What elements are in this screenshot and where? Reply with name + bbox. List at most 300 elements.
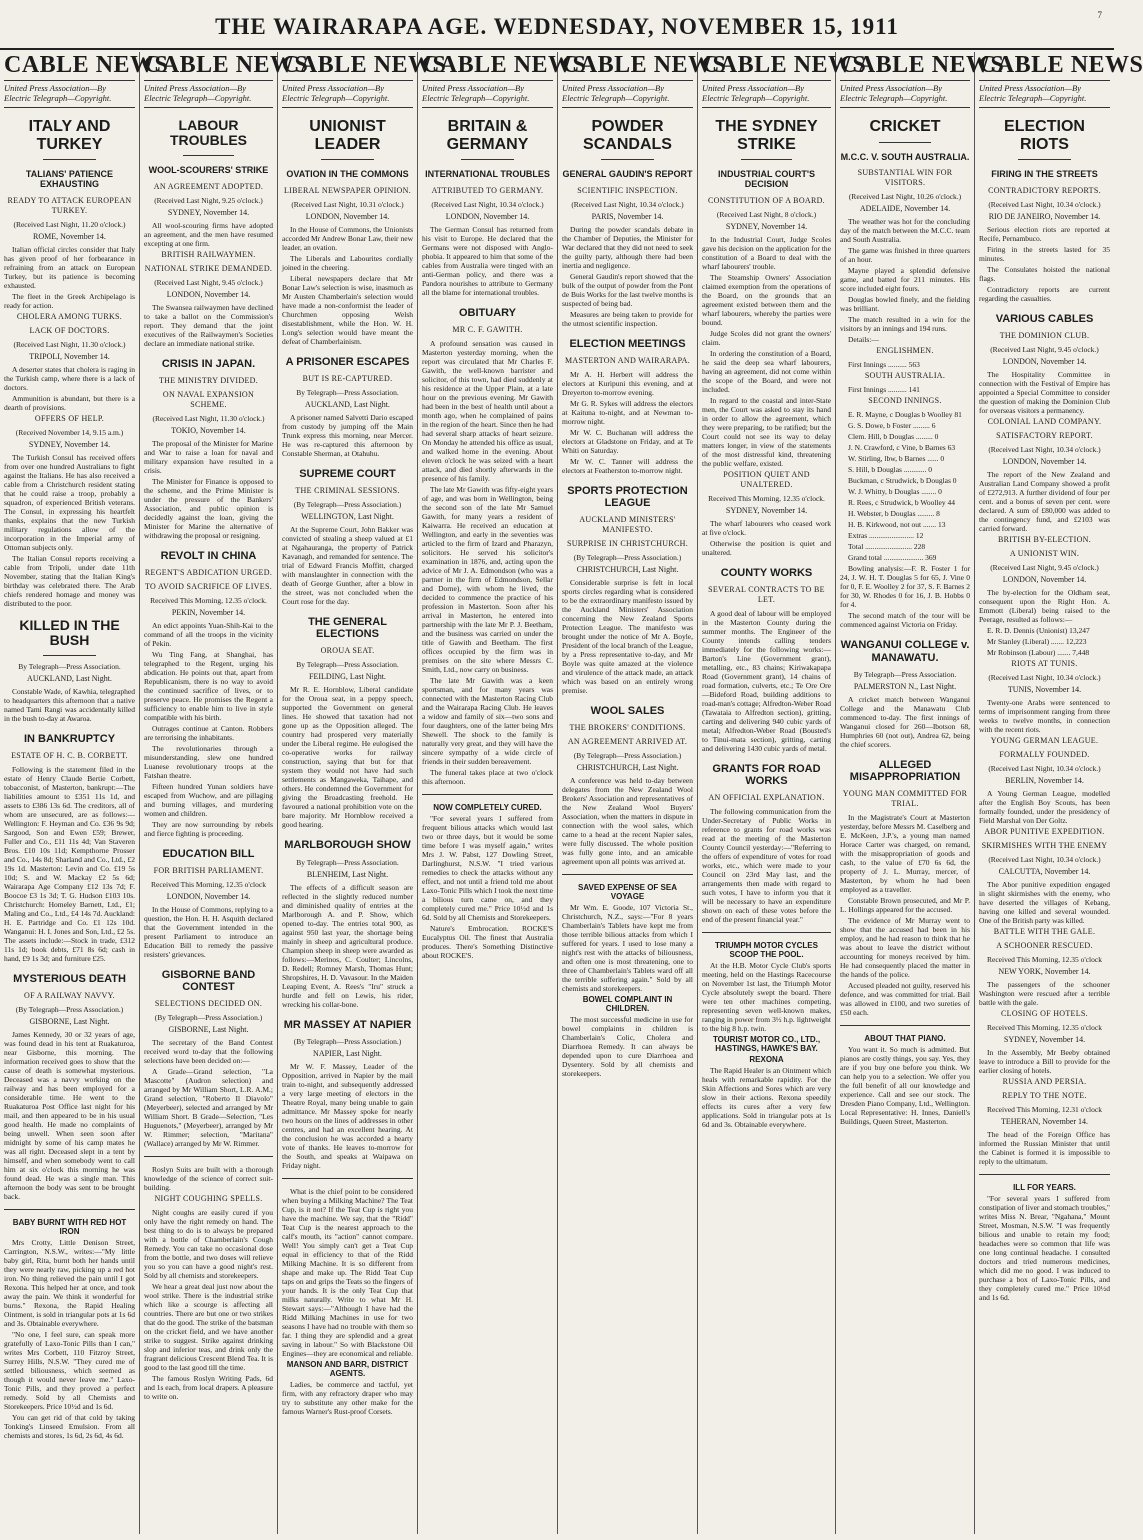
headline: FIRING IN THE STREETS bbox=[991, 169, 1098, 180]
subheading: MR C. F. GAWITH. bbox=[452, 325, 523, 335]
paragraph: The Minister for Finance is opposed to the scheme, and the Prime Minister is under the pressure of the Bankers' Association, and public opinion is decidedly against the loan, giving the Minister for Marine the alternative of withdrawing the proposal or resigning. bbox=[144, 476, 273, 540]
news-column-4 bbox=[418, 52, 587, 1534]
headline: GISBORNE BAND CONTEST bbox=[161, 968, 256, 994]
advert-title: MANSON AND BARR, DISTRICT AGENTS. bbox=[286, 1359, 409, 1378]
column-rule bbox=[562, 874, 693, 875]
paragraph: "For several years I suffered from frequent bilious attacks which would last two or three days, but it would be some time before I was myself again," writes Mrs J. W. Pabst, 127 Dowling Street, Darlinghurst, N.S.W. "I tried various remedies to check the attacks without any effect, and not until a friend told me about Laxo-Tonic Pills which I took the next time a bilious turn came on, and they completely cured me." Price 10½d and 1s 6d. Sold by all Chemists and Storekeepers. bbox=[422, 814, 553, 923]
dateline: LONDON, November 14. bbox=[305, 212, 390, 222]
source-line: (Received Last Night, 10.34 o'clock.) bbox=[431, 200, 544, 210]
paragraph: In the Assembly, Mr Beeby obtained leave to introduce a Bill to provide for the earlier closing of hotels. bbox=[979, 1048, 1110, 1076]
dateline: FEILDING, Last Night. bbox=[309, 672, 386, 682]
headline: LABOUR TROUBLES bbox=[170, 117, 247, 149]
paragraph: W. Stirling, lbw, b Barnes ...... 0 bbox=[848, 454, 945, 464]
paragraph: A profound sensation was caused in Masterton yesterday morning, when the report was circulated that Mr Charles F. Gawith, the well-known barrister and solicitor, of this town, had died suddenly at his residence at the Upper Plain, at a late hour on the previous evening. Mr Gawith had been in the best of health until about a month ago, when he complained of pains in the region of the heart. Since then he had had several sharp attacks of heart seizure. On Monday he attended his office as usual, and walked home in the evening. About eleven o'clock he was seized with a heart attack, and died shortly afterwards in the presence of his family. bbox=[422, 339, 553, 484]
paragraph: In the House of Commons, the Unionists accorded Mr Andrew Bonar Law, their new leader, an ovation. bbox=[282, 225, 413, 253]
subheading: TO AVOID SACRIFICE OF LIVES. bbox=[144, 581, 272, 591]
headline: UNIONIST LEADER bbox=[309, 118, 386, 153]
subheading: BUT IS RE-CAPTURED. bbox=[302, 374, 393, 384]
dateline: NEW YORK, November 14. bbox=[998, 967, 1091, 977]
subheading: LIBERAL NEWSPAPER OPINION. bbox=[284, 186, 411, 196]
paragraph: E. R. D. Dennis (Unionist) 13,247 bbox=[987, 626, 1090, 636]
paragraph: The German Consul has returned from his visit to Europe. He declared that the Germans were not disposed with Anglo-phobia. It appeared to him that some of the cables from Australia were tinged with an anti-German policy, and there was a Pandora nourishes to attribute to Germany all the blame for international troubles. bbox=[422, 225, 553, 298]
paragraph: J. N. Crawford, c Vine, b Barnes 63 bbox=[848, 443, 956, 453]
cable-news-heading: CABLE NEWS bbox=[422, 52, 553, 81]
column-rule bbox=[144, 1156, 273, 1157]
paragraph: Constable Wade, of Kawhia, telegraphed to headquarters this afternoon that a native named Tami Rangi was accidentally killed in the bush to-day at Awaroa. bbox=[4, 686, 135, 723]
paragraph: E. R. Mayne, c Douglas b Woolley 81 bbox=[848, 410, 962, 420]
paragraph: Following is the statement filed in the estate of Henry Claude Bertie Corbett, tobacconist, of Masterton, bankrupt:—The liabilities amount to £351 11s 1d, and assets to £386 13s 6d. The creditors, all of whom are unsecured, are as follows:—Wellington: F. Heyman and Co. £36 9s 9d; Sargood, Son and Ewen £59; Brewer, Fuller and Co., £11 11s 4d; Van Staveren Bros. £10 10s 11d; Kempthorne Prosser and Co., 14s 8d; Sharland and Co., Ltd., £2 19s 1d. Masterton: Levin and Co. £19 5s 10d; S. and W. Mackay £2 5s 6d; Wairarapa Age Company £12 13s 7d; F. Boocoe £3 1s 3d; T. G. Hudson £103 10s. Christchurch: Homeley Barnett, Ltd., £1; Maling and Co., Ltd., £4 14s 7d. Auckland: H. E. Partridge and Co. £1 12s 10d. Wanganui: H. I. Jones and Son, Ltd., £2 5s. The assets include:—Stock in trade, £312 11s 1d; book debts, £71 8s 6d; cash in hand, £9 1s 3d; and furniture £25. bbox=[4, 764, 135, 963]
headline-rule bbox=[43, 159, 95, 160]
paragraph: Nature's Embrocation. ROCKE'S Eucalyptus Oil. The finest that Australia produces. There's Something Distinctive about ROCKE'S. bbox=[422, 924, 553, 961]
source-line: (Received Last Night, 11.30 o'clock.) bbox=[152, 413, 265, 423]
page-mark: 7 bbox=[1097, 10, 1102, 20]
paragraph: Mr W. F. Massey, Leader of the Opposition, arrived in Napier by the mail train to-night, and subsequently addressed a very large meeting of electors in the Theatre Royal, many being unable to gain admittance. Mr Massey spoke for nearly two hours on the lines of addresses in other centres, and had an excellent hearing. At the conclusion he was accorded a hearty vote of thanks. He leaves to-morrow for the South, and speaks at Waipawa on Friday night. bbox=[282, 1061, 413, 1170]
news-column-8 bbox=[975, 52, 1143, 1534]
subheading: THE BROKERS' CONDITIONS. bbox=[569, 723, 686, 733]
paragraph: In the House of Commons, replying to a question, the Hon. H. H. Asquith declared that the Government intended in the present Parliament to introduce an Education Bill to remedy the passive resisters' grievances. bbox=[144, 904, 273, 959]
source-line: Received This Morning, 12.35 o'clock. bbox=[150, 595, 267, 605]
paragraph: Bowling analysis:—F. R. Foster 1 for 24, J. W. H. T. Douglas 5 for 65, J. Vine 0 for 0, F. E. Woolley 2 for 37, S. F. Barnes 2 for 30, W. Rhodes 0 for 16, J. B. Hobbs 0 for 4. bbox=[840, 564, 970, 610]
subheading: BRITISH BY-ELECTION. bbox=[997, 535, 1092, 545]
subheading: ENGLISHMEN. bbox=[876, 346, 934, 356]
news-column-2 bbox=[140, 52, 309, 1534]
paragraph: Ladies, be commerce and tactful, yet firm, with any refractory draper who may try to substitute any other make for the famous Warner's Rust-proof Corsets. bbox=[282, 1379, 413, 1416]
subheading: AN AGREEMENT ADOPTED. bbox=[153, 181, 264, 191]
advert-title: ABOUT THAT PIANO. bbox=[864, 1033, 946, 1043]
paragraph: Judge Scoles did not grant the owners' claim. bbox=[702, 328, 831, 347]
headline: SPORTS PROTECTION LEAGUE bbox=[567, 485, 688, 510]
paragraph: Italian official circles consider that Italy has given proof of her forbearance in refraining from an attack on European Turkey, but its patience is becoming exhausted. bbox=[4, 244, 135, 290]
paragraph: In the Magistrate's Court at Masterton yesterday, before Messrs M. Caselberg and E. McKeen, J.P.'s, a young man named Horace Carter was charged, on remand, with the misappropriation of goods and cash, to the value of £70 6s 6d, the property of J. L. Murray, mercer, of Masterton, by whom he had been employed as a traveller. bbox=[840, 812, 970, 894]
headline: CRISIS IN JAPAN. bbox=[161, 357, 256, 370]
headline: ELECTION MEETINGS bbox=[569, 338, 686, 351]
paragraph: General Gaudin's report showed that the bulk of the output of powder from the Pont de Buis Works for the last twelve months is suspected of being bad. bbox=[562, 272, 693, 309]
headline-rule bbox=[461, 159, 513, 160]
paragraph: First Innings .......... 141 bbox=[848, 385, 920, 395]
paragraph: Liberal newspapers declare that Mr Bonar Law's selection is wise, inasmuch as Mr Austen Chamberlain's selection would have made a non-conformist the leader of Churchmen opposing Welsh disestablishment, while the Hon. W. H. Long's selection would have meant the defeat of Chamberlainism. bbox=[282, 274, 413, 347]
dateline: AUCKLAND, Last Night. bbox=[27, 673, 112, 683]
paragraph: An edict appoints Yuan-Shih-Kai to the command of all the troops in the vicinity of Pekin. bbox=[144, 620, 273, 648]
paragraph: The secretary of the Band Contest received word to-day that the following selections have been decided on:— bbox=[144, 1038, 273, 1066]
dateline: PALMERSTON N., Last Night. bbox=[853, 681, 957, 691]
paragraph: The most successful medicine in use for bowel complaints in children is Chamberlain's Colic, Cholera and Diarrhoea Remedy. It can always be depended upon to cure Diarrhoea and Dysentery. Sold by all chemists and storekeepers. bbox=[562, 1015, 693, 1079]
subheading: OFFERS OF HELP. bbox=[34, 413, 105, 423]
headline: EDUCATION BILL bbox=[162, 847, 255, 860]
paragraph: "No one, I feel sure, can speak more gratefully of Laxo-Tonic Pills than I can," writes Mrs Corbett, 110 Fitzroy Street, Surrey Hills, N.S.W. "They cured me of settled biliousness, which seemed as though it would never leave me." Laxo-Tonic Pills, and they proved a perfect remedy. Sold by all Chemists and Storekeepers. Price 10½d and 1s 6d. bbox=[4, 1329, 135, 1411]
subheading: NIGHT COUGHING SPELLS. bbox=[154, 1194, 263, 1204]
subheading: AN AGREEMENT ARRIVED AT. bbox=[567, 737, 688, 747]
source-line: (Received Last Night, 9.45 o'clock.) bbox=[990, 345, 1099, 355]
paragraph: What is the chief point to be considered when buying a Milking Machine? The Teat Cup, is it not? If the Teat Cup is right you have the machine. We say, that the "Ridd" Teat Cup is the nearest approach to the calf's mouth, its "action" cannot compare. Well! You simply can't get a Teat Cup equal in efficiency to that of the Ridd Milking Machine. It is so different from shape and make up. The Ridd Teat Cup taps on and grips the Teats so the fingers of your hands. It is the only Teat Cup that milks naturally. Write to what Mr H. Stewart says:—"Although I have had the Ridd Milking Machines in use for two seasons I have had no trouble with them so far. I thing they are splendid and a great saving in labour." So with Blackstone Oil Engines—they are economical and reliable. bbox=[282, 1186, 413, 1358]
paragraph: The fleet in the Greek Archipelago is ready for action. bbox=[4, 291, 135, 310]
paragraph: The late Mr Gawith was a keen sportsman, and for many years was connected with the Masterton Racing Club and the Wairarapa Racing Club. He leaves a widow and family of six—two sons and four daughters, one of the latter being Mrs Shewell. The shock to the family is naturally very great, and they will have the sincere sympathy of a wide circle of friends in their sudden bereavement. bbox=[422, 676, 553, 767]
subheading: CHOLERA AMONG TURKS. bbox=[16, 311, 123, 321]
headline: SUPREME COURT bbox=[299, 468, 396, 481]
paragraph: A Young German League, modelled after the English Boy Scouts, has been formally founded, under the presidency of Field Marshal von Der Goltz. bbox=[979, 789, 1110, 826]
news-column-3 bbox=[278, 52, 447, 1534]
press-credit: United Press Association—By Electric Telegraph—Copyright. bbox=[282, 81, 413, 108]
headline: INTERNATIONAL TROUBLES bbox=[425, 169, 550, 180]
advert-title: TOURIST MOTOR CO., LTD., HASTINGS, HAWKE'S BAY. bbox=[712, 1035, 821, 1054]
dateline: SYDNEY, November 14. bbox=[725, 505, 808, 515]
dateline: LONDON, November 14. bbox=[166, 289, 251, 299]
dateline: TUNIS, November 14. bbox=[1007, 685, 1082, 695]
headline: WANGANUI COLLEGE v. MANAWATU. bbox=[840, 639, 970, 664]
advert-title: ILL FOR YEARS. bbox=[1013, 1183, 1076, 1193]
source-line: (Received Last Night, 10.34 o'clock.) bbox=[988, 673, 1101, 683]
paragraph: Ammunition is abundant, but there is a dearth of provisions. bbox=[4, 393, 135, 412]
headline: OBITUARY bbox=[458, 307, 517, 320]
headline-rule bbox=[1018, 159, 1070, 160]
headline-rule bbox=[43, 655, 95, 656]
paragraph: Measures are being taken to provide for the utmost scientific inspection. bbox=[562, 310, 693, 329]
headline: INDUSTRIAL COURT'S DECISION bbox=[718, 169, 815, 190]
paragraph: Accused pleaded not guilty, reserved his defence, and was committed for trial. Bail was allowed in £100, and two sureties of £50 each. bbox=[840, 980, 970, 1017]
dateline: SYDNEY, November 14. bbox=[725, 221, 808, 231]
subheading: SOUTH AUSTRALIA. bbox=[864, 371, 946, 381]
subheading: REGENT'S ABDICATION URGED. bbox=[144, 567, 273, 577]
subheading: A UNIONIST WIN. bbox=[1009, 549, 1080, 559]
column-rule bbox=[282, 1178, 413, 1179]
paragraph: Roslyn Suits are built with a thorough knowledge of the science of correct suit-building. bbox=[144, 1165, 273, 1193]
subheading: SATISFACTORY REPORT. bbox=[996, 431, 1093, 441]
subheading: CONSTITUTION OF A BOARD. bbox=[708, 195, 825, 205]
subheading: THE DOMINION CLUB. bbox=[999, 331, 1090, 341]
headline: REVOLT IN CHINA bbox=[160, 549, 257, 562]
subheading: NATIONAL STRIKE DEMANDED. bbox=[144, 263, 273, 273]
subheading: YOUNG GERMAN LEAGUE. bbox=[990, 736, 1099, 746]
paragraph: The Italian Consul reports receiving a cable from Tripoli, under date 11th November, stating that the Italian King's birthday was celebrated there. The Arab chiefs rendered homage and money was distributed to the poor. bbox=[4, 553, 135, 608]
headline: MARLBOROUGH SHOW bbox=[284, 839, 411, 852]
cable-news-heading: CABLE NEWS bbox=[840, 52, 970, 81]
paragraph: Mr Stanley (Liberal) ....... 12,223 bbox=[987, 637, 1087, 647]
subheading: SEVERAL CONTRACTS TO BE LET. bbox=[708, 585, 825, 605]
dateline: ROME, November 14. bbox=[33, 231, 106, 241]
paragraph: Extras ........................ 12 bbox=[848, 531, 924, 541]
paragraph: Wu Ting Fang, at Shanghai, has telegraphed to the Regent, urging his abdication. He points out that, apart from Republicanism, there is no way to avoid the continued sacrifice of lives, or to preserve peace. He promises the Regent a sufficiency to enable him to live in style compatible with his birth. bbox=[144, 649, 273, 722]
paragraph: Mr W. C. Buchanan will address the electors at Gladstone on Friday, and at Te Whiti on Saturday. bbox=[562, 428, 693, 456]
subheading: OF A RAILWAY NAVVY. bbox=[24, 990, 115, 1000]
paragraph: Mr A. H. Herbert will address the electors at Kuripuni this evening, and at Dreyerton to-morrow evening. bbox=[562, 370, 693, 398]
headline: ALLEGED MISAPPROPRIATION bbox=[849, 758, 961, 783]
cable-news-heading: CABLE NEWS bbox=[702, 52, 831, 81]
paragraph: The Rapid Healer is an Ointment which heals with remarkable rapidity. For the Skin Affections and Sores which are very slow in their actions. Rexona speedily effects its cures after a very few applications. Sold in triangular pots at 1s 6d and 3s. Obtainable everywhere. bbox=[702, 1066, 831, 1130]
dateline: CHRISTCHURCH, Last Night. bbox=[576, 763, 679, 773]
paragraph: R. Rees, c Strudwick, b Woolley 44 bbox=[848, 498, 955, 508]
paragraph: Mayne played a splendid defensive game, and batted for 211 minutes. His score included eight fours. bbox=[840, 266, 970, 294]
paragraph: Considerable surprise is felt in local sports circles regarding what is considered to be the extraordinary manifesto issued by the Auckland Ministers' Association concerning the New Zealand Sports Protection League. The manifesto was brought under the notice of Mr A. Boyle, President of the local branch of the League, by a Press representative to-day, and Mr Boyle was quite amazed at the violence and virulence of the attack made, an attack which was based on an entirely wrong premise. bbox=[562, 578, 693, 696]
dateline: AUCKLAND, Last Night. bbox=[305, 400, 390, 410]
paragraph: Otherwise the position is quiet and unaltered. bbox=[702, 538, 831, 557]
headline: IN BANKRUPTCY bbox=[23, 732, 116, 745]
advert-title: SAVED EXPENSE OF SEA VOYAGE bbox=[578, 883, 677, 902]
subheading: AUCKLAND MINISTERS' MANIFESTO. bbox=[579, 515, 676, 535]
headline-rule bbox=[601, 159, 653, 160]
subheading: MASTERTON AND WAIRARAPA. bbox=[564, 356, 691, 366]
paragraph: The Swansea railwaymen have declined to take a ballot on the Commission's report. They demand that the joint executives of the Railwaymen's Societies declare an immediate national strike. bbox=[144, 302, 273, 348]
paragraph: Outrages continue at Canton. Robbers are terrorising the inhabitants. bbox=[144, 723, 273, 742]
subheading: SECOND INNINGS. bbox=[868, 396, 942, 406]
subheading: ATTRIBUTED TO GERMANY. bbox=[431, 186, 544, 196]
paragraph: The famous Roslyn Writing Pads, 6d and 1s each, from local drapers. A pleasure to write on. bbox=[144, 1374, 273, 1402]
paragraph: Clem. Hill, b Douglas ......... 0 bbox=[848, 432, 939, 442]
paragraph: James Kennedy, 30 or 32 years of age, was found dead in his tent at Ruakaturoa, near Gisborne, this morning. The information received goes to show that the cause of death is somewhat mysterious. Deceased was a navvy working on the railway and has been employed for a considerable time. He went to the Ruakaturoa Post Office last night for his mail, and then appeared to be in his usual good health. He made no complaints of being unwell. When seen soon after midnight by some of his camp mates he was all right. Deceased slept in a tent by himself, and when somebody went to call him at six o'clock this morning he was found dead. He was a single man. This afternoon the body was sent to be brought back. bbox=[4, 1029, 135, 1201]
source-line: (By Telegraph—Press Association.) bbox=[573, 553, 682, 563]
paragraph: You want it. So much is admitted. But pianos are costly things, you say. Yes, they are if you buy one before you think. We can help you to a selection. We offer you the full benefit of all our knowledge and experience. Call and see our stock. The Dresden Piano Company, Ltd., Wellington. Local Representative: H. Innes, Daniell's Buildings, Queen Street, Masterton. bbox=[840, 1044, 970, 1126]
dateline: TEHERAN, November 14. bbox=[1000, 1117, 1089, 1127]
subheading: BRITISH RAILWAYMEN. bbox=[161, 249, 256, 259]
news-column-7 bbox=[836, 52, 1005, 1534]
subheading: SCIENTIFIC INSPECTION. bbox=[577, 186, 678, 196]
headline: ITALY AND TURKEY bbox=[28, 118, 111, 153]
paragraph: All wool-scouring firms have adopted an agreement, and the men have resumed excepting at one firm. bbox=[144, 220, 273, 248]
paragraph: The Hospitality Committee in connection with the Festival of Empire has appointed a Special Committee to consider the question of making the Dominion Club for overseas visitors a permanency. bbox=[979, 370, 1110, 416]
headline: WOOL SALES bbox=[590, 705, 665, 718]
cable-news-heading: CABLE NEWS bbox=[144, 52, 273, 81]
dateline: SYDNEY, November 14. bbox=[1003, 1035, 1086, 1045]
press-credit: United Press Association—By Electric Telegraph—Copyright. bbox=[702, 81, 831, 108]
paragraph: A Grade—Grand selection, "La Mascotte" (Audron selection) and arranged by Mr William Short, L.R. A.M.; Grand selection, "Roberto Il Diavolo" (Meyerbeer), selected and arranged by Mr William Short. B Grade—Selection, "Les Huguenots," (Meyerbeer), arranged by Mr W. Rimmer; selection, "Maritana" (Wallace) arranged by Mr W. Rimmer. bbox=[144, 1067, 273, 1149]
headline-rule bbox=[879, 142, 931, 143]
source-line: Received This Morning, 12.35 o'clock bbox=[987, 1023, 1102, 1033]
paragraph: You can get rid of that cold by taking Tonking's Linseed Emulsion. From all chemists and stores, 1s 6d, 2s 6d, 4s 6d. bbox=[4, 1412, 135, 1440]
column-rule bbox=[4, 1209, 135, 1210]
source-line: (Received Last Night, 10.31 o'clock.) bbox=[291, 200, 404, 210]
paragraph: The revolutionaries through a misunderstanding, slew one hundred Luanese revolutionary troops at the Fatshan theatre. bbox=[144, 743, 273, 780]
dateline: CALCUTTA, November 14. bbox=[998, 867, 1091, 877]
source-line: By Telegraph—Press Association. bbox=[296, 857, 399, 867]
paragraph: The report of the New Zealand and Australian Land Company showed a profit of £272,913. A further dividend of four per cent. and a bonus of seven per cent. were declared. A sum of £80,000 was added to the contingency fund, and £2103 was carried forward. bbox=[979, 470, 1110, 534]
headline: MR MASSEY AT NAPIER bbox=[283, 1018, 412, 1031]
subheading: FOR BRITISH PARLIAMENT. bbox=[153, 865, 264, 875]
subheading: SELECTIONS DECIDED ON. bbox=[154, 999, 263, 1009]
source-line: (Received November 14, 9.15 a.m.) bbox=[15, 427, 124, 437]
headline: THE SYDNEY STRIKE bbox=[715, 118, 818, 153]
headline: OVATION IN THE COMMONS bbox=[286, 169, 409, 180]
paragraph: The Turkish Consul has received offers from over one hundred Australians to fight against the Italians. He has also received a cable from a Christchurch resident stating that he could raise a troop, probably a squadron, of experienced British veterans. The Consul, in expressing his heartfelt thanks, explains that the new Turkish military regulations allow of the incorporation in the Imperial army of Ottoman subjects only. bbox=[4, 452, 135, 552]
dateline: NAPIER, Last Night. bbox=[313, 1048, 382, 1058]
source-line: Received This Morning, 12.35 o'clock. bbox=[708, 493, 825, 503]
source-line: (Received Last Night, 10.34 o'clock.) bbox=[988, 445, 1101, 455]
subheading: OROUA SEAT. bbox=[320, 646, 375, 656]
headline: GRANTS FOR ROAD WORKS bbox=[712, 763, 821, 788]
subheading: RUSSIA AND PERSIA. bbox=[1002, 1077, 1087, 1087]
headline: A PRISONER ESCAPES bbox=[285, 356, 410, 369]
paragraph: The Consulates hoisted the national flags. bbox=[979, 265, 1110, 284]
paragraph: The wharf labourers who ceased work at five o'clock. bbox=[702, 518, 831, 537]
paragraph: A cricket match between Wanganui College and the Manawatu Club commenced to-day. The first innings of Wanganui closed for 260—Ibotson 68, Humphries 60 (not out), Andrea 62, being the chief scorers. bbox=[840, 694, 970, 749]
source-line: (Received Last Night, 10.34 o'clock.) bbox=[988, 200, 1101, 210]
paragraph: S. Hill, b Douglas ............ 0 bbox=[848, 465, 932, 475]
advert-title: BOWEL COMPLAINT IN CHILDREN. bbox=[582, 995, 673, 1014]
paragraph: G. S. Dowe, b Foster ......... 6 bbox=[848, 421, 936, 431]
subheading: AN OFFICIAL EXPLANATION. bbox=[708, 793, 825, 803]
cable-news-heading: CABLE NEWS bbox=[562, 52, 693, 81]
press-credit: United Press Association—By Electric Telegraph—Copyright. bbox=[979, 81, 1110, 108]
advert-title: TRIUMPH MOTOR CYCLES SCOOP THE POOL. bbox=[715, 941, 818, 960]
paragraph: The Steamship Owners' Association claimed exemption from the operations of the Board, on the grounds that an agreement existed between them and the wharf labourers, whereby the parties were bound. bbox=[702, 272, 831, 327]
source-line: (Received Last Night, 9.45 o'clock.) bbox=[154, 277, 263, 287]
source-line: (Received Last Night, 11.30 o'clock.) bbox=[13, 339, 126, 349]
column-rule bbox=[422, 794, 553, 795]
paragraph: A good deal of labour will be employed in the Masterton County during the summer months. The Engineer of the County intends calling tenders immediately for the following works:—Barton's Line (Government grant), metalling, etc., 83 chains; Kiriwakapapa Road (Government grant), 14 chains of road formation, culverts, etc.; Te Ore Ore—Bideford Road, building additions to road-man's cottage; Alfredton-Weber Road (Tawataia to Alfredton section), gritting, carting and delivering 940 cubic yards of metal; Alfredton-Weber Road (Bousted's to Tinui-mata section), gritting, carting and delivering 1430 cubic yards of metal. bbox=[702, 609, 831, 754]
masthead-title: THE WAIRARAPA AGE. WEDNESDAY, NOVEMBER 15, 1911 bbox=[215, 14, 899, 39]
paragraph: Mr W. C. Tanner will address the electors at Featherston to-morrow night. bbox=[562, 457, 693, 476]
subheading: LACK OF DOCTORS. bbox=[29, 325, 110, 335]
dateline: LONDON, November 14. bbox=[166, 891, 251, 901]
paragraph: Details:— bbox=[848, 335, 879, 345]
subheading: READY TO ATTACK EUROPEAN TURKEY. bbox=[7, 195, 132, 215]
dateline: TRIPOLI, November 14. bbox=[29, 351, 110, 361]
subheading: RIOTS AT TUNIS. bbox=[1011, 659, 1078, 669]
dateline: PEKIN, November 14. bbox=[171, 607, 246, 617]
advert-title: REXONA bbox=[749, 1055, 784, 1065]
subheading: ABOR PUNITIVE EXPEDITION. bbox=[984, 827, 1105, 837]
paragraph: At the Supreme Court, John Bakker was convicted of stealing a sheep valued at £1 at Ngahauranga, the property of Patrick Kavanagh, and remanded for sentence. The trial of Edward Francis Moffitt, charged with manslaughter in connection with the death of George Gunther, after a blow in the street, was not concluded when the Court rose for the day. bbox=[282, 525, 413, 607]
cable-news-heading: CABLE NEWS bbox=[979, 52, 1110, 81]
source-line: (Received Last Night, 10.34 o'clock.) bbox=[988, 764, 1101, 774]
paragraph: Grand total ..................... 369 bbox=[848, 553, 937, 563]
headline: VARIOUS CABLES bbox=[995, 313, 1094, 326]
paragraph: The Abor punitive expedition engaged in slight skirmishes with the enemy, who have deserted the villages of Kebang, having one killed and several wounded. One of the British party was killed. bbox=[979, 880, 1110, 926]
subheading: CONTRADICTORY REPORTS. bbox=[988, 186, 1101, 196]
subheading: A SCHOONER RESCUED. bbox=[996, 941, 1093, 951]
dateline: CHRISTCHURCH, Last Night. bbox=[576, 565, 679, 575]
masthead bbox=[0, 8, 1114, 50]
column-rule bbox=[979, 1174, 1110, 1175]
press-credit: United Press Association—By Electric Telegraph—Copyright. bbox=[562, 81, 693, 108]
dateline: SYDNEY, November 14. bbox=[28, 439, 111, 449]
press-credit: United Press Association—By Electric Telegraph—Copyright. bbox=[4, 81, 135, 108]
paragraph: A conference was held to-day between delegates from the New Zealand Wool Brokers' Association and representatives of the New Zealand Wool Buyers' Association, when the matters in dispute in connection with the wool sales, which came to a head at the recent Napier sales, were fully discussed. The whole position was fully gone into, and an amicable agreement upon all points was arrived at. bbox=[562, 776, 693, 867]
news-column-1 bbox=[0, 52, 169, 1534]
paragraph: Constable Brown prosecuted, and Mr P. L. Hollings appeared for the accused. bbox=[840, 895, 970, 914]
subheading: THE CRIMINAL SESSIONS. bbox=[295, 486, 400, 496]
source-line: (Received Last Night, 9.45 o'clock.) bbox=[990, 563, 1099, 573]
paragraph: Mr Wm. E. Goode, 107 Victoria St., Christchurch, N.Z., says:—"For 8 years Chamberlain's Tablets have kept me from those terrible bilious attacks from which I suffered for years. I used to lose many a night's rest with the attacks of biliousness, and often one is most threatening, one to three of Chamberlain's Tablets ward off all the terrible suffering again." Sold by all chemists and storekeepers. bbox=[562, 903, 693, 994]
press-credit: United Press Association—By Electric Telegraph—Copyright. bbox=[144, 81, 273, 108]
dateline: LONDON, November 14. bbox=[1002, 357, 1087, 367]
subheading: SURPRISE IN CHRISTCHURCH. bbox=[566, 539, 689, 549]
press-credit: United Press Association—By Electric Telegraph—Copyright. bbox=[422, 81, 553, 108]
source-line: By Telegraph—Press Association. bbox=[296, 660, 399, 670]
dateline: LONDON, November 14. bbox=[445, 212, 530, 222]
paragraph: In ordering the constitution of a Board, he said the deep sea wharf labourers, having an agreement, did not come within the scope of the Board, and were not included. bbox=[702, 348, 831, 394]
paragraph: We hear a great deal just now about the wool strike. There is the industrial strike which like a scourge is affecting all countries. There are but one or two strikes that do the good. The strike of the batsman on the cricket field, and we have another strike to suggest. Strike against drinking slop and inferior teas, and drink only the fragrant delicious Crescent Blend Tea. It is good to the last good till the time. bbox=[144, 1282, 273, 1373]
column-rule bbox=[840, 1025, 970, 1026]
headline-rule bbox=[321, 159, 373, 160]
headline: ELECTION RIOTS bbox=[1004, 118, 1085, 153]
headline: WOOL-SCOURERS' STRIKE bbox=[148, 164, 269, 175]
paragraph: Mr Robinson (Labour) ....... 7,448 bbox=[987, 648, 1090, 658]
subheading: YOUNG MAN COMMITTED FOR TRIAL. bbox=[842, 788, 968, 808]
paragraph: The funeral takes place at two o'clock this afternoon. bbox=[422, 768, 553, 787]
source-line: By Telegraph—Press Association. bbox=[853, 669, 957, 679]
paragraph: The match resulted in a win for the visitors by an innings and 194 runs. bbox=[840, 315, 970, 334]
press-credit: United Press Association—By Electric Telegraph—Copyright. bbox=[840, 81, 970, 108]
paragraph: They are now surrounding by rebels and fierce fighting is proceeding. bbox=[144, 819, 273, 838]
dateline: ADELAIDE, November 14. bbox=[859, 204, 951, 214]
paragraph: In regard to the coastal and inter-State men, the Court was asked to stay its hand in order to allow the agreement, which they were preparing, to be ratified; but the Court could not see its way to delay matters longer, in view of the statements of the most distressful kind, threatening the public welfare, existed. bbox=[702, 395, 831, 468]
headline: POWDER SCANDALS bbox=[583, 118, 672, 153]
paragraph: A prisoner named Salvetti Dario escaped from custody by jumping off the Main Trunk express this morning, near Mercer. He was re-captured this afternoon by Constable Sherman, at Otahuhu. bbox=[282, 413, 413, 459]
paragraph: "For several years I suffered from constipation of liver and stomach troubles," writes Miss N. Brear, "Ngahana," Mount Street, Mosman, N.S.W. "I was frequently bilious and unable to retain my food; headaches were so common that life was one long continual headache. I consulted doctors and tried numerous medicines, which did me no good. I was induced to purchase a box of Laxo-Tonic Pills, and they completely cured me." Price 10½d and 1s 6d. bbox=[979, 1194, 1110, 1303]
dateline: PARIS, November 14. bbox=[591, 212, 664, 222]
paragraph: The evidence of Mr Murray went to show that the accused had been in his employ, and he had reason to think that he was about to leave the district without accounting for moneys received by him. He had consequently placed the matter in the hands of the police. bbox=[840, 915, 970, 979]
dateline: LONDON, November 14. bbox=[1002, 575, 1087, 585]
subheading: BATTLE WITH THE GALE. bbox=[993, 927, 1096, 937]
headline: M.C.C. V. SOUTH AUSTRALIA. bbox=[840, 151, 970, 162]
source-line: (Received Last Night, 10.34 o'clock.) bbox=[988, 855, 1101, 865]
subheading: SUBSTANTIAL WIN FOR VISITORS. bbox=[857, 168, 953, 188]
cable-news-heading: CABLE NEWS bbox=[282, 52, 413, 81]
source-line: By Telegraph—Press Association. bbox=[296, 388, 399, 398]
source-line: (Received Last Night, 11.20 o'clock.) bbox=[13, 219, 126, 229]
paragraph: Mr R. E. Hornblow, Liberal candidate for the Oroua seat, in a peppy speech, supported the Government on general lines. He showed that taxation had not gone up as the Opposition alleged. The country had prospered very materially under the Liberal regime. He eulogised the co-operative works for railway construction, saying that but for that system they would not have had such settlements as Mangaweka, Taihape, and others. He condemned the Government for giving the Broadcasting freehold. He favoured a national prohibition vote on the bare majority. Mr Hornblow received a good hearing. bbox=[282, 685, 413, 830]
paragraph: First Innings .......... 563 bbox=[848, 360, 920, 370]
dateline: GISBORNE, Last Night. bbox=[168, 1025, 249, 1035]
source-line: By Telegraph—Press Association. bbox=[18, 661, 121, 671]
headline: COUNTY WORKS bbox=[720, 566, 813, 579]
paragraph: The Liberals and Labourites cordially joined in the cheering. bbox=[282, 254, 413, 273]
source-line: (By Telegraph—Press Association.) bbox=[293, 1036, 402, 1046]
paragraph: The passengers of the schooner Washington were rescued after a terrible battle with the gale. bbox=[979, 980, 1110, 1008]
source-line: Received This Morning, 12.35 o'clock bbox=[987, 955, 1102, 965]
paragraph: At the H.B. Motor Cycle Club's sports meeting, held on the Hastings Racecourse on November 1st last, the Triumph Motor Cycle absolutely swept the board. There were ten other machines competing, representing seven well-known makes, ranging in power from 3½ h.p. lightweight to the big 8 h.p. twin. bbox=[702, 961, 831, 1034]
dateline: BLENHEIM, Last Night. bbox=[306, 869, 389, 879]
source-line: (By Telegraph—Press Association.) bbox=[15, 1004, 124, 1014]
subheading: COLONIAL LAND COMPANY. bbox=[987, 417, 1102, 427]
dateline: WELLINGTON, Last Night. bbox=[301, 512, 394, 522]
paragraph: Twenty-one Arabs were sentenced to terms of imprisonment ranging from three weeks to twelve months, in connection with the recent riots. bbox=[979, 698, 1110, 735]
source-line: (Received Last Night, 10.34 o'clock.) bbox=[571, 200, 684, 210]
paragraph: A deserter states that cholera is raging in the Turkish camp, where there is a lack of doctors. bbox=[4, 364, 135, 392]
paragraph: Mr G. R. Sykes will address the electors at Kaituna to-night, and at Newman to-morrow night. bbox=[562, 399, 693, 427]
dateline: BERLIN, November 14. bbox=[1005, 776, 1084, 786]
subheading: ESTATE OF H. C. B. CORBETT. bbox=[11, 750, 128, 760]
source-line: (Received Last Night, 9.25 o'clock.) bbox=[154, 195, 263, 205]
paragraph: Serious election riots are reported at Recife, Pernambuco. bbox=[979, 225, 1110, 244]
paragraph: The following communication from the Under-Secretary of Public Works in reference to grants for road works was read at the meeting of the Masterton County Council yesterday:—"Referring to the offers of expenditure of votes for road works, etc., which were made to your Council on 23rd May last, and the arrangements then made with regard to such votes, I have to inform you that it will be necessary to have an expenditure shown on each of these votes before the end of the present financial year." bbox=[702, 807, 831, 925]
headline: KILLED IN THE BUSH bbox=[19, 616, 120, 649]
headline-rule bbox=[183, 155, 235, 156]
dateline: RIO DE JANEIRO, November 14. bbox=[988, 212, 1101, 222]
source-line: (By Telegraph—Press Association.) bbox=[154, 1013, 263, 1023]
subheading: POSITION QUIET AND UNALTERED. bbox=[723, 469, 810, 489]
subheading: SKIRMISHES WITH THE ENEMY bbox=[981, 841, 1108, 851]
paragraph: Night coughs are easily cured if you only have the right remedy on hand. The best thing to do is to always be prepared with a bottle of Chamberlain's Cough Remedy. You can take no occasional dose from the bottle, and two doses will relieve you so you can have a good night's rest. Sold by all chemists and storekeepers. bbox=[144, 1208, 273, 1281]
paragraph: Buckman, c Strudwick, b Douglas 0 bbox=[848, 476, 957, 486]
paragraph: Douglas bowled finely, and the fielding was brilliant. bbox=[840, 295, 970, 314]
dateline: SYDNEY, November 14. bbox=[167, 207, 250, 217]
paragraph: The game was finished in three quarters of an hour. bbox=[840, 246, 970, 265]
advert-title: NOW COMPLETELY CURED. bbox=[433, 803, 542, 813]
dateline: LONDON, November 14. bbox=[1002, 457, 1087, 467]
paragraph: In the Industrial Court, Judge Scoles gave his decision on the application for the constitution of a Board to deal with the wharf labourers' trouble. bbox=[702, 234, 831, 271]
subheading: ON NAVAL EXPANSION SCHEME. bbox=[162, 389, 255, 409]
paragraph: Total ......................... 228 bbox=[848, 542, 926, 552]
headline: GENERAL GAUDIN'S REPORT bbox=[562, 169, 693, 180]
subheading: FORMALLY FOUNDED. bbox=[999, 750, 1090, 760]
paragraph: During the powder scandals debate in the Chamber of Deputies, the Minister for War declared that they did not need to seek the guilty party, although there had been inertia and negligence. bbox=[562, 225, 693, 271]
paragraph: Mrs Crotty, Little Denison Street, Carrington, N.S.W., writes:—"My little baby girl, Rita, burnt both her hands until they were nearly raw, picking up a red hot iron. No thing relieved the pain until I got Rexona. This helped her at once, and took away the pain. We think it wonderful for burns." Rexona, the Rapid Healing Ointment, is sold in triangular pots at 1s 6d and 3s. Obtainable everywhere. bbox=[4, 1237, 135, 1328]
headline-rule bbox=[741, 159, 793, 160]
dateline: TOKIO, November 14. bbox=[171, 425, 246, 435]
advert-title: BABY BURNT WITH RED HOT IRON bbox=[12, 1217, 127, 1236]
paragraph: The head of the Foreign Office has informed the Russian Minister that until the Cabinet is formed it is impossible to reply to the ultimatum. bbox=[979, 1130, 1110, 1167]
headline: TALIANS' PATIENCE EXHAUSTING bbox=[25, 169, 114, 190]
subheading: THE MINISTRY DIVIDED. bbox=[158, 375, 259, 385]
